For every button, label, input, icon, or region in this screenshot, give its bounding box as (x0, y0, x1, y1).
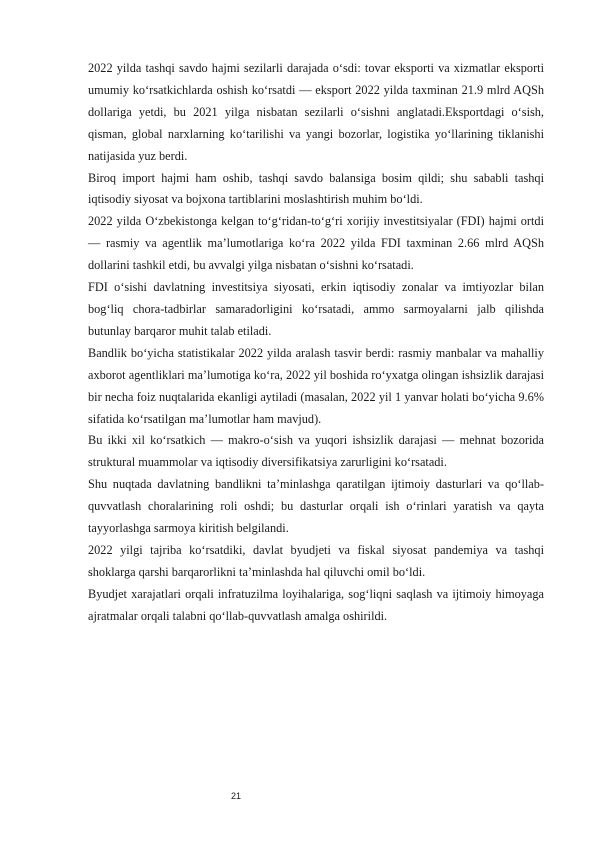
page-number: 21 (230, 791, 241, 801)
paragraph-7: Shu nuqtada davlatning bandlikni ta’minlashga qaratilgan ijtimoiy dasturlari va qo‘llab-quvvatlash choralarining roli oshdi; bu dasturlar orqali ish o‘rinlari yaratish va qayta tayyorlashga sarmoya kiritish belgilandi. (88, 477, 544, 536)
paragraph-6: Bu ikki xil ko‘rsatkich — makro-o‘sish va yuqori ishsizlik darajasi — mehnat bozorida struktural muammolar va iqtisodiy diversifikatsiya zarurligini ko‘rsatadi. (88, 433, 544, 470)
paragraph-5: Bandlik bo‘yicha statistikalar 2022 yilda aralash tasvir berdi: rasmiy manbalar va mahalliy axborot agentliklari ma’lumotiga ko‘ra, 2022 yil boshida ro‘yxatga olingan ishsizlik darajasi bir necha foiz nuqtalarida ekanligi aytiladi (masalan, 2022 yil 1 yanvar holati bo‘yicha 9.6% sifatida ko‘rsatilgan ma’lumotlar ham mavjud). (88, 345, 544, 426)
paragraph-9: Byudjet xarajatlari orqali infratuzilma loyihalariga, sog‘liqni saqlash va ijtimoiy himoyaga ajratmalar orqali talabni qo‘llab-quvvatlash amalga oshirildi. (88, 586, 544, 623)
paragraph-3: 2022 yilda O‘zbekistonga kelgan to‘g‘ridan-to‘g‘ri xorijiy investitsiyalar (FDI) hajmi ortdi — rasmiy va agentlik ma’lumotlariga ko‘ra 2022 yilda FDI taxminan 2.66 mlrd AQSh dollarini tashkil etdi, bu avvalgi yilga nisbatan o‘sishni ko‘rsatadi. (88, 214, 544, 273)
paragraph-1: 2022 yilda tashqi savdo hajmi sezilarli darajada o‘sdi: tovar eksporti va xizmatlar eksporti umumiy ko‘rsatkichlarda oshish ko‘rsatdi — eksport 2022 yilda taxminan 21.9 mlrd AQSh dollariga yetdi, bu 2021 yilga nisbatan sezilarli o‘sishni anglatadi.Eksportdagi o‘sish, qisman, global narxlarning ko‘tarilishi va yangi bozorlar, logistika yo‘llarining tiklanishi natijasida yuz berdi. (88, 61, 544, 163)
document-body (88, 58, 544, 628)
paragraph-4: FDI o‘sishi davlatning investitsiya siyosati, erkin iqtisodiy zonalar va imtiyozlar bilan bog‘liq chora-tadbirlar samaradorligini ko‘rsatadi, ammo sarmoyalarni jalb qilishda butunlay barqaror muhit talab etiladi. (88, 280, 544, 338)
paragraph-8: 2022 yilgi tajriba ko‘rsatdiki, davlat byudjeti va fiskal siyosat pandemiya va tashqi shoklarga qarshi barqarorlikni ta’minlashda hal qiluvchi omil bo‘ldi. (88, 542, 544, 579)
paragraph-2: Biroq import hajmi ham oshib, tashqi savdo balansiga bosim qildi; shu sababli tashqi iqtisodiy siyosat va bojxona tartiblarini moslashtirish muhim bo‘ldi. (88, 170, 544, 207)
